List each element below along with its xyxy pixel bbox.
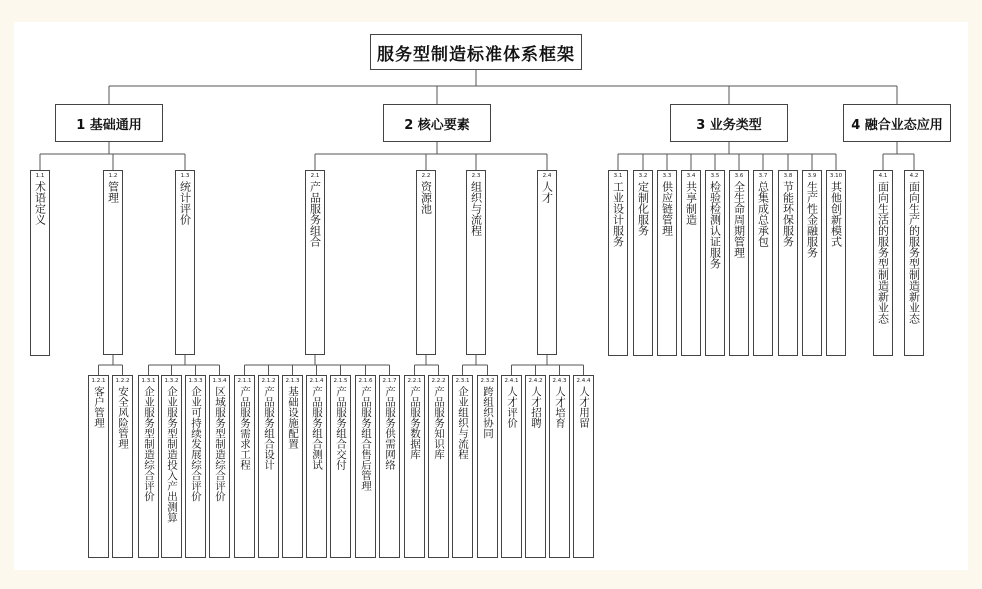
node-1-3 bbox=[175, 170, 195, 355]
node-number: 2.1.4 bbox=[309, 378, 324, 384]
node-label: 人才用留 bbox=[578, 386, 590, 428]
node-label: 管理 bbox=[106, 181, 120, 203]
node-label: 生产性金融服务 bbox=[805, 181, 819, 258]
node-number: 2.4.3 bbox=[552, 378, 567, 384]
node-2-1-7 bbox=[379, 375, 400, 558]
node-label: 人才评价 bbox=[506, 386, 518, 428]
node-label: 产品服务组合测试 bbox=[311, 386, 323, 470]
node-label: 术语定义 bbox=[33, 181, 47, 225]
node-1-3-2 bbox=[161, 375, 182, 558]
section-1-box bbox=[55, 104, 163, 142]
node-2-3 bbox=[466, 170, 486, 355]
section-4-box bbox=[843, 104, 951, 142]
node-label: 人才培育 bbox=[554, 386, 566, 428]
node-label: 客户管理 bbox=[93, 386, 105, 428]
node-2-1-4 bbox=[306, 375, 327, 558]
node-number: 3.3 bbox=[662, 173, 672, 179]
node-number: 1.3 bbox=[180, 173, 190, 179]
node-number: 4.1 bbox=[878, 173, 888, 179]
node-number: 3.6 bbox=[734, 173, 744, 179]
node-2-1-1 bbox=[234, 375, 255, 558]
node-number: 3.9 bbox=[807, 173, 817, 179]
node-number: 2.1.6 bbox=[358, 378, 373, 384]
node-label: 人才招聘 bbox=[530, 386, 542, 428]
node-number: 1.3.1 bbox=[141, 378, 156, 384]
node-label: 资源池 bbox=[419, 181, 433, 214]
node-number: 2.4 bbox=[542, 173, 552, 179]
node-4-1 bbox=[873, 170, 893, 356]
node-label: 区域服务型制造综合评价 bbox=[214, 386, 226, 502]
node-label: 企业服务型制造投入产出测算 bbox=[166, 386, 178, 523]
node-number: 3.5 bbox=[710, 173, 720, 179]
node-4-2 bbox=[904, 170, 924, 356]
node-label: 产品服务组合设计 bbox=[263, 386, 275, 470]
node-1-3-1 bbox=[138, 375, 159, 558]
node-number: 2.1.2 bbox=[261, 378, 276, 384]
node-2-4-4 bbox=[573, 375, 594, 558]
node-1-1 bbox=[30, 170, 50, 356]
node-number: 1.2 bbox=[108, 173, 118, 179]
node-1-2 bbox=[103, 170, 123, 355]
section-label: 3 业务类型 bbox=[696, 117, 762, 133]
node-number: 4.2 bbox=[909, 173, 919, 179]
node-number: 1.3.4 bbox=[212, 378, 227, 384]
node-number: 2.2.2 bbox=[431, 378, 446, 384]
node-label: 节能环保服务 bbox=[781, 181, 795, 247]
node-2-4-2 bbox=[525, 375, 546, 558]
node-label: 检验检测认证服务 bbox=[708, 181, 722, 269]
node-2-1-2 bbox=[258, 375, 279, 558]
node-number: 2.1.7 bbox=[382, 378, 397, 384]
node-2-3-2 bbox=[477, 375, 498, 558]
node-number: 2.3 bbox=[471, 173, 481, 179]
node-label: 全生命周期管理 bbox=[732, 181, 746, 258]
node-label: 面向生活的服务型制造新业态 bbox=[876, 181, 890, 324]
node-label: 产品服务组合售后管理 bbox=[360, 386, 372, 491]
root-title: 服务型制造标准体系框架 bbox=[377, 44, 575, 65]
node-3-8 bbox=[778, 170, 798, 356]
node-2-3-1 bbox=[452, 375, 473, 558]
node-label: 基础设施配置 bbox=[287, 386, 299, 449]
node-label: 工业设计服务 bbox=[611, 181, 625, 247]
node-label: 总集成总承包 bbox=[756, 181, 770, 247]
node-2-1 bbox=[305, 170, 325, 355]
node-2-1-3 bbox=[282, 375, 303, 558]
root-title-box bbox=[370, 34, 582, 70]
node-label: 企业服务型制造综合评价 bbox=[143, 386, 155, 502]
node-number: 3.2 bbox=[638, 173, 648, 179]
node-number: 2.2 bbox=[421, 173, 431, 179]
node-3-9 bbox=[802, 170, 822, 356]
node-number: 2.4.1 bbox=[504, 378, 519, 384]
node-number: 2.1.5 bbox=[333, 378, 348, 384]
section-label: 1 基础通用 bbox=[76, 117, 142, 133]
node-number: 1.2.2 bbox=[115, 378, 130, 384]
node-label: 产品服务组合交付 bbox=[335, 386, 347, 470]
node-label: 定制化服务 bbox=[636, 181, 650, 236]
node-2-2 bbox=[416, 170, 436, 355]
node-number: 2.4.2 bbox=[528, 378, 543, 384]
node-label: 产品服务组合 bbox=[308, 181, 322, 247]
node-1-2-2 bbox=[112, 375, 133, 558]
node-label: 供应链管理 bbox=[660, 181, 674, 236]
section-label: 4 融合业态应用 bbox=[851, 117, 943, 133]
node-number: 3.8 bbox=[783, 173, 793, 179]
node-2-1-6 bbox=[355, 375, 376, 558]
node-3-4 bbox=[681, 170, 701, 356]
section-3-box bbox=[670, 104, 788, 142]
node-2-2-2 bbox=[428, 375, 449, 558]
node-3-2 bbox=[633, 170, 653, 356]
section-label: 2 核心要素 bbox=[404, 117, 470, 133]
node-number: 3.4 bbox=[686, 173, 696, 179]
node-2-4-1 bbox=[501, 375, 522, 558]
node-label: 统计评价 bbox=[178, 181, 192, 225]
node-number: 3.7 bbox=[758, 173, 768, 179]
node-number: 1.3.3 bbox=[188, 378, 203, 384]
node-label: 产品服务需求工程 bbox=[239, 386, 251, 470]
node-label: 企业组织与流程 bbox=[457, 386, 469, 460]
node-number: 2.3.2 bbox=[480, 378, 495, 384]
node-1-3-3 bbox=[185, 375, 206, 558]
node-label: 产品服务知识库 bbox=[433, 386, 445, 460]
node-number: 3.1 bbox=[613, 173, 623, 179]
node-2-1-5 bbox=[330, 375, 351, 558]
node-3-5 bbox=[705, 170, 725, 356]
node-label: 安全风险管理 bbox=[117, 386, 129, 449]
node-1-2-1 bbox=[88, 375, 109, 558]
node-3-3 bbox=[657, 170, 677, 356]
node-3-6 bbox=[729, 170, 749, 356]
node-2-4 bbox=[537, 170, 557, 355]
node-number: 2.4.4 bbox=[576, 378, 591, 384]
node-number: 1.2.1 bbox=[91, 378, 106, 384]
node-number: 1.1 bbox=[35, 173, 45, 179]
node-label: 人才 bbox=[540, 181, 554, 203]
node-label: 跨组织协同 bbox=[482, 386, 494, 439]
node-label: 面向生产的服务型制造新业态 bbox=[907, 181, 921, 324]
node-1-3-4 bbox=[209, 375, 230, 558]
node-label: 其他创新模式 bbox=[829, 181, 843, 247]
node-label: 产品服务数据库 bbox=[409, 386, 421, 460]
node-3-10 bbox=[826, 170, 846, 356]
node-2-2-1 bbox=[404, 375, 425, 558]
node-label: 企业可持续发展综合评价 bbox=[190, 386, 202, 502]
node-3-7 bbox=[753, 170, 773, 356]
node-number: 1.3.2 bbox=[164, 378, 179, 384]
node-number: 2.2.1 bbox=[407, 378, 422, 384]
section-2-box bbox=[383, 104, 491, 142]
node-3-1 bbox=[608, 170, 628, 356]
node-number: 2.1 bbox=[310, 173, 320, 179]
node-2-4-3 bbox=[549, 375, 570, 558]
node-number: 2.1.1 bbox=[237, 378, 252, 384]
node-number: 3.10 bbox=[829, 173, 843, 179]
node-label: 组织与流程 bbox=[469, 181, 483, 236]
node-label: 产品服务供需网络 bbox=[384, 386, 396, 470]
node-number: 2.1.3 bbox=[285, 378, 300, 384]
node-label: 共享制造 bbox=[684, 181, 698, 225]
node-number: 2.3.1 bbox=[455, 378, 470, 384]
